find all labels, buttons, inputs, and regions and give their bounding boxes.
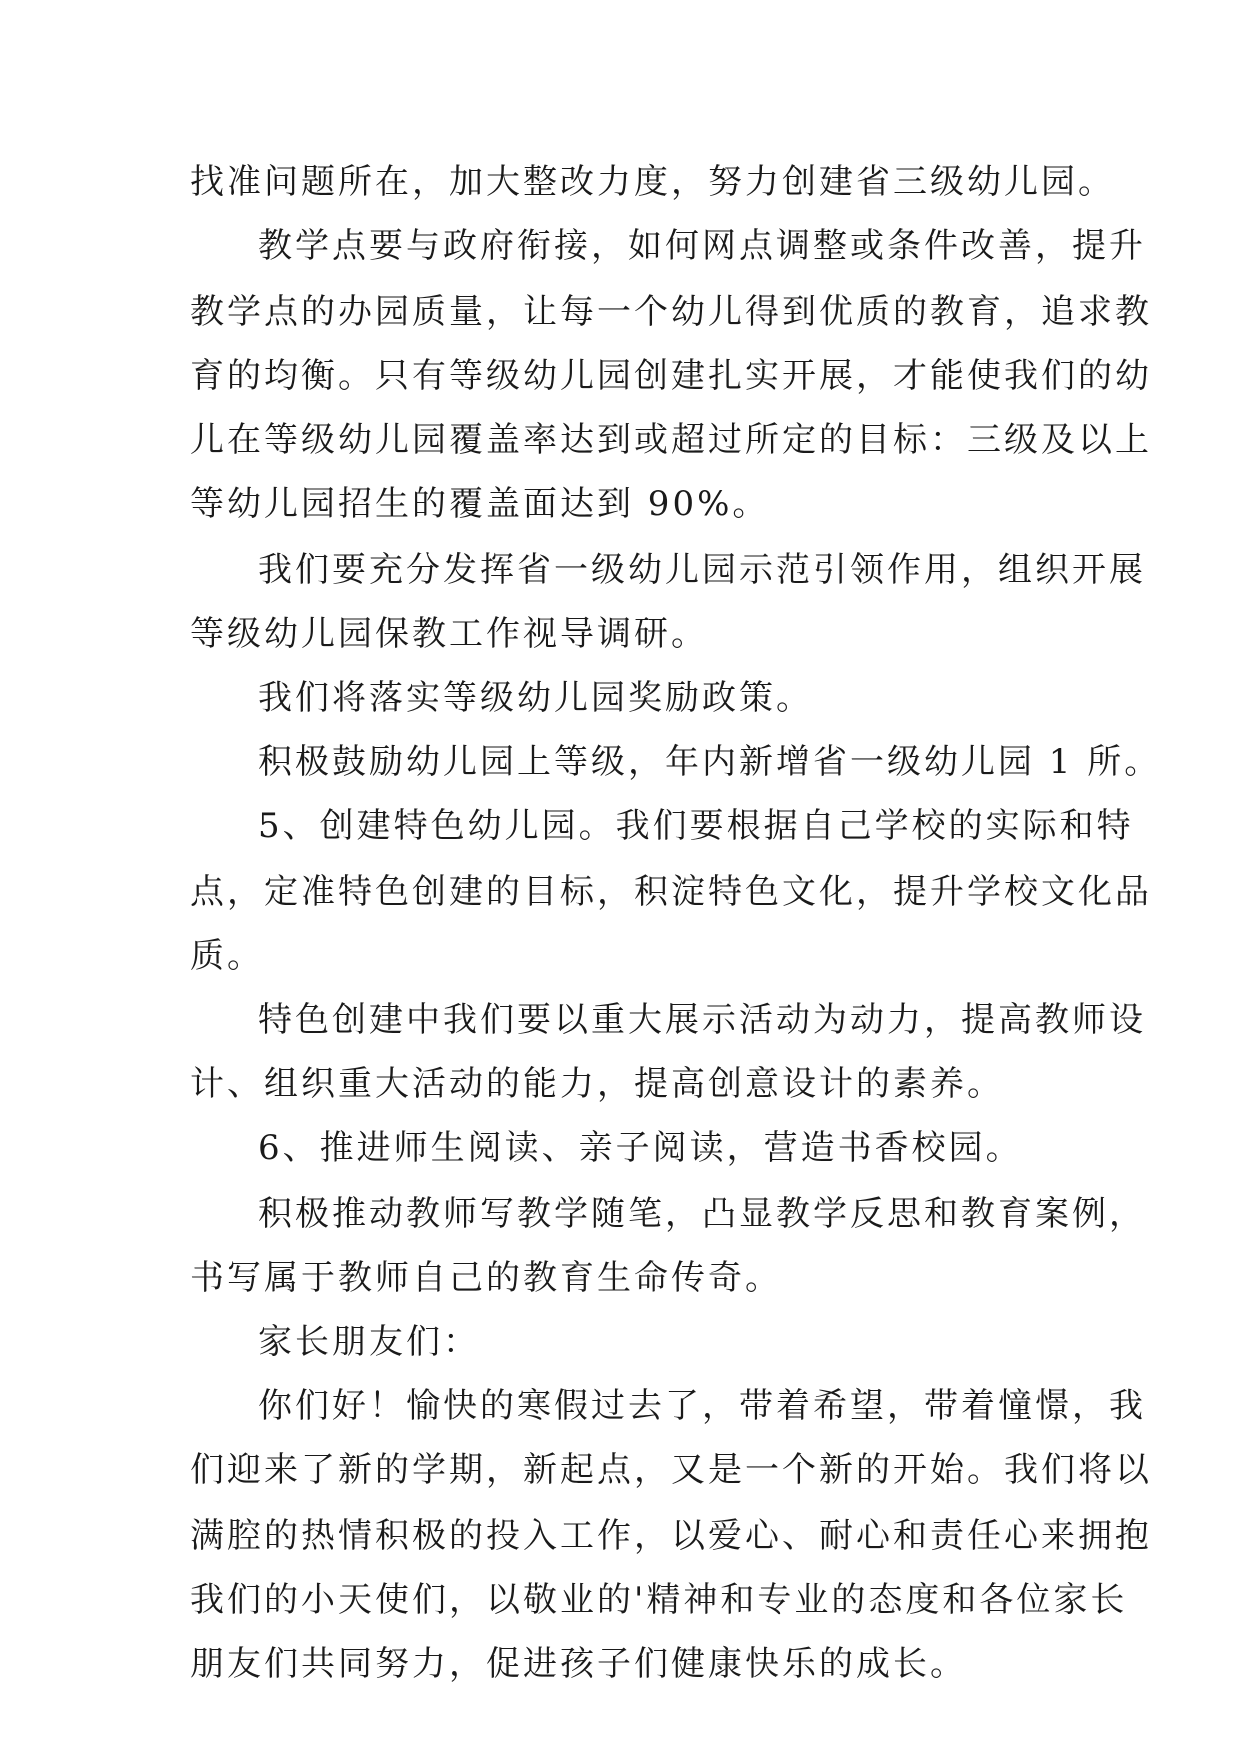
text-line: 等幼儿园招生的覆盖面达到 90%。: [190, 484, 770, 524]
text-line: 计、组织重大活动的能力，提高创意设计的素养。: [190, 1064, 1004, 1104]
text-line: 育的均衡。只有等级幼儿园创建扎实开展，才能使我们的幼: [190, 356, 1152, 396]
text-line: 积极推动教师写教学随笔，凸显教学反思和教育案例，: [258, 1194, 1146, 1234]
text-line: 质。: [190, 936, 264, 976]
text-line: 你们好！愉快的寒假过去了，带着希望，带着憧憬，我: [258, 1386, 1146, 1426]
text-line: 特色创建中我们要以重大展示活动为动力，提高教师设: [258, 1000, 1146, 1040]
text-line: 我们要充分发挥省一级幼儿园示范引领作用，组织开展: [258, 550, 1146, 590]
text-line: 我们的小天使们，以敬业的'精神和专业的态度和各位家长: [190, 1580, 1128, 1620]
text-line: 我们将落实等级幼儿园奖励政策。: [258, 678, 813, 718]
text-line: 6、推进师生阅读、亲子阅读，营造书香校园。: [258, 1128, 1023, 1168]
text-line: 点，定准特色创建的目标，积淀特色文化，提升学校文化品: [190, 872, 1152, 912]
text-line: 教学点要与政府衔接，如何网点调整或条件改善，提升: [258, 226, 1146, 266]
text-line: 们迎来了新的学期，新起点，又是一个新的开始。我们将以: [190, 1450, 1152, 1490]
text-line: 儿在等级幼儿园覆盖率达到或超过所定的目标：三级及以上: [190, 420, 1152, 460]
text-line: 等级幼儿园保教工作视导调研。: [190, 614, 708, 654]
text-line: 教学点的办园质量，让每一个幼儿得到优质的教育，追求教: [190, 292, 1152, 332]
text-line: 满腔的热情积极的投入工作，以爱心、耐心和责任心来拥抱: [190, 1516, 1152, 1556]
text-line: 朋友们共同努力，促进孩子们健康快乐的成长。: [190, 1644, 967, 1684]
text-line: 积极鼓励幼儿园上等级，年内新增省一级幼儿园 1 所。: [258, 742, 1162, 782]
text-line: 书写属于教师自己的教育生命传奇。: [190, 1258, 782, 1298]
text-line: 5、创建特色幼儿园。我们要根据自己学校的实际和特: [258, 806, 1134, 846]
text-line: 家长朋友们：: [258, 1322, 480, 1362]
text-line: 找准问题所在，加大整改力度，努力创建省三级幼儿园。: [190, 162, 1115, 202]
